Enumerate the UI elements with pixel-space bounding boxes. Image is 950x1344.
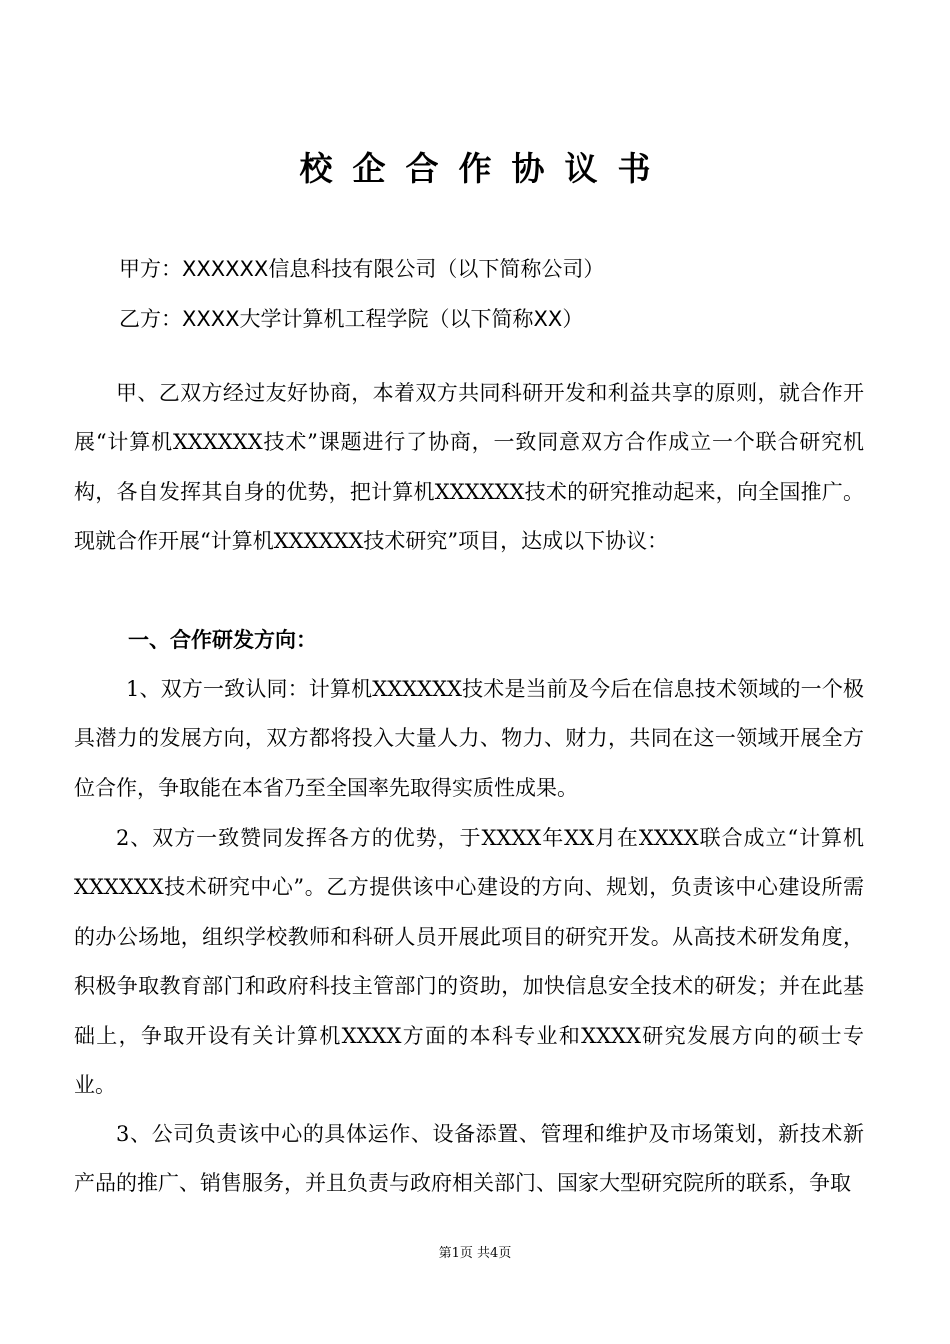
party-a: 甲方：XXXXXX信息科技有限公司（以下简称公司）	[119, 257, 605, 281]
clause-2: 2、双方一致赞同发挥各方的优势，于XXXX年XX月在XXXX联合成立“计算机XXXXXX技术研究中心”。乙方提供该中心建设的方向、规划，负责该中心建设所需的办公场地，组织学校教师和科研人员开展此项目的研究开发。从高技术研发角度，积极争取教育部门和政府科技主管部门的资助，加快信息安全技术的研发；并在此基础上，争取开设有关计算机XXXX方面的本科专业和XXXX研究发展方向的硕士专业。	[74, 826, 864, 1098]
page-footer: 第1页 共4页	[438, 1246, 512, 1261]
party-b: 乙方：XXXX大学计算机工程学院（以下简称XX）	[119, 307, 584, 331]
document-title: 校企合作协议书	[299, 149, 671, 188]
section-heading: 一、合作研发方向：	[128, 628, 317, 652]
clause-1: 1、双方一致认同：计算机XXXXXX技术是当前及今后在信息技术领域的一个极具潜力的发展方向，双方都将投入大量人力、物力、财力，共同在这一领域开展全方位合作，争取能在本省乃至全国率先取得实质性成果。	[74, 677, 864, 800]
intro-paragraph: 甲、乙双方经过友好协商，本着双方共同科研开发和利益共享的原则，就合作开展“计算机XXXXXX技术”课题进行了协商，一致同意双方合作成立一个联合研究机构，各自发挥其自身的优势，把计算机XXXXXX技术的研究推动起来，向全国推广。现就合作开展“计算机XXXXXX技术研究”项目，达成以下协议：	[74, 381, 864, 554]
clause-3: 3、公司负责该中心的具体运作、设备添置、管理和维护及市场策划，新技术新产品的推广、销售服务，并且负责与政府相关部门、国家大型研究院所的联系，争取	[74, 1122, 864, 1196]
